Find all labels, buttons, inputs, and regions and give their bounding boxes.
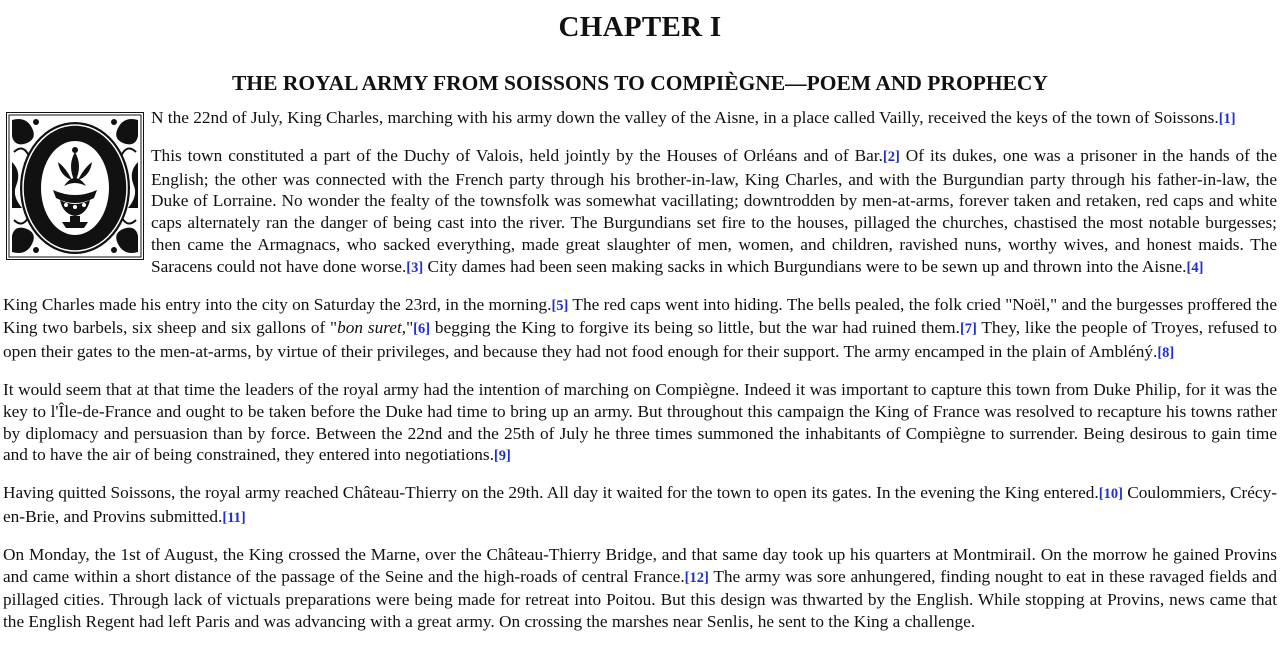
paragraph-text: Of its dukes, one was a prisoner in the hands of the English; the other was connected with the French party through his brother-in-law, King Charles, and with the Burgundian party through his father-in-law, the Duke of Lorraine. No wonder the fealty of the townsfolk was somewhat vacillating; downtrodden by men-at-arms, forever taken and retaken, red caps and white caps alternately ran the danger of being cast into the river. The Burgundians set fire to the houses, pillaged the churches, chastised the most notable burgesses; then came the Armagnacs, who sacked everything, made great slaughter of men, women, and children, ravished nuns, worthy wives, and honest maids. The Saracens could not have done worse. [151,145,1277,276]
dropcap-o-illustration [6,112,144,260]
paragraph-text: It would seem that at that time the leaders of the royal army had the intention of marching on Compiègne. Indeed it was important to capture this town from Duke Philip, for it was the key to l'Île-de-France and ought to be taken before the Duke had time to bring up an army. But throughout this campaign the King of France was resolved to recapture his towns rather by diplomacy and persuasion than by force. Between the 22nd and the 25th of July he three times summoned the inhabitants of Compiègne to surrender. Being desirous to gain time and to have the air of being constrained, they entered into negotiations. [3,379,1277,465]
paragraph-text: They, like the people of Troyes, refused to open their gates to the men-at-arms, by virtue of their privileges, and because they had not food enough for their support. The army encamped in the plain of Ambléný. [3,318,1277,362]
paragraph-text: Having quitted Soissons, the royal army reached Château-Thierry on the 29th. All day it waited for the town to open its gates. In the evening the King entered. [3,483,1099,503]
footnote-link-8[interactable]: [8] [1157,345,1175,362]
paragraph-text: Coulommiers, Crécy-en-Brie, and Provins submitted. [3,483,1277,526]
footnote-link-12[interactable]: [12] [684,569,709,586]
italic-phrase: bon suret [337,318,402,338]
paragraph-text: N the 22nd of July, King Charles, marching with his army down the valley of the Aisne, in a place called Vailly, received the keys of the town of Soissons. [151,108,1219,127]
paragraph-1 [3,107,1277,131]
footnote-link-3[interactable]: [3] [406,259,424,276]
paragraph-5 [3,482,1277,530]
paragraph-2 [3,145,1277,280]
paragraph-text: This town constituted a part of the Duchy of Valois, held jointly by the Houses of Orléans and of Bar. [151,145,883,165]
footnote-link-10[interactable]: [10] [1098,486,1123,503]
paragraph-text: King Charles made his entry into the city on Saturday the 23rd, in the morning. [3,294,552,314]
footnote-link-6[interactable]: [6] [413,321,431,338]
chapter-title: CHAPTER I [558,11,722,43]
footnote-link-4[interactable]: [4] [1186,259,1204,276]
paragraph-text: begging the King to forgive its being so little, but the war had ruined them. [430,318,960,338]
paragraph-text: The red caps went into hiding. The bells pealed, the folk cried "Noël," and the burgesses proffered the King two barbels, six sheep and six gallons of " [3,294,1277,338]
paragraph-text: City dames had been seen making sacks in which Burgundians were to be sewn up and thrown into the Aisne. [423,256,1187,276]
paragraph-6 [3,544,1277,633]
paragraph-text: ," [401,318,414,338]
footnote-link-1[interactable]: [1] [1218,111,1236,127]
paragraph-text: On Monday, the 1st of August, the King crossed the Marne, over the Château-Thierry Bridge, and that same day took up his quarters at Montmirail. On the morrow he gained Provins and came within a short distance of the passage of the Seine and the high-roads of central France. [3,544,1277,586]
footnote-link-11[interactable]: [11] [222,509,246,526]
chapter-subtitle: THE ROYAL ARMY FROM SOISSONS TO COMPIÈGNE—POEM AND PROPHECY [232,71,1048,95]
paragraph-text: The army was sore anhungered, finding nought to eat in these ravaged fields and pillaged cities. Through lack of victuals preparations were being made for retreat into Poitou. But this design was thwarted by the English. While stopping at Provins, news came that the English Regent had left Paris and was advancing with a great army. On crossing the marshes near Senlis, he sent to the King a challenge. [3,566,1278,632]
footnote-link-5[interactable]: [5] [551,297,569,314]
paragraph-4 [3,379,1277,468]
footnote-link-2[interactable]: [2] [882,148,900,165]
chapter-body [3,107,1277,633]
footnote-link-7[interactable]: [7] [959,321,977,338]
paragraph-3 [3,294,1277,365]
footnote-link-9[interactable]: [9] [493,448,511,465]
